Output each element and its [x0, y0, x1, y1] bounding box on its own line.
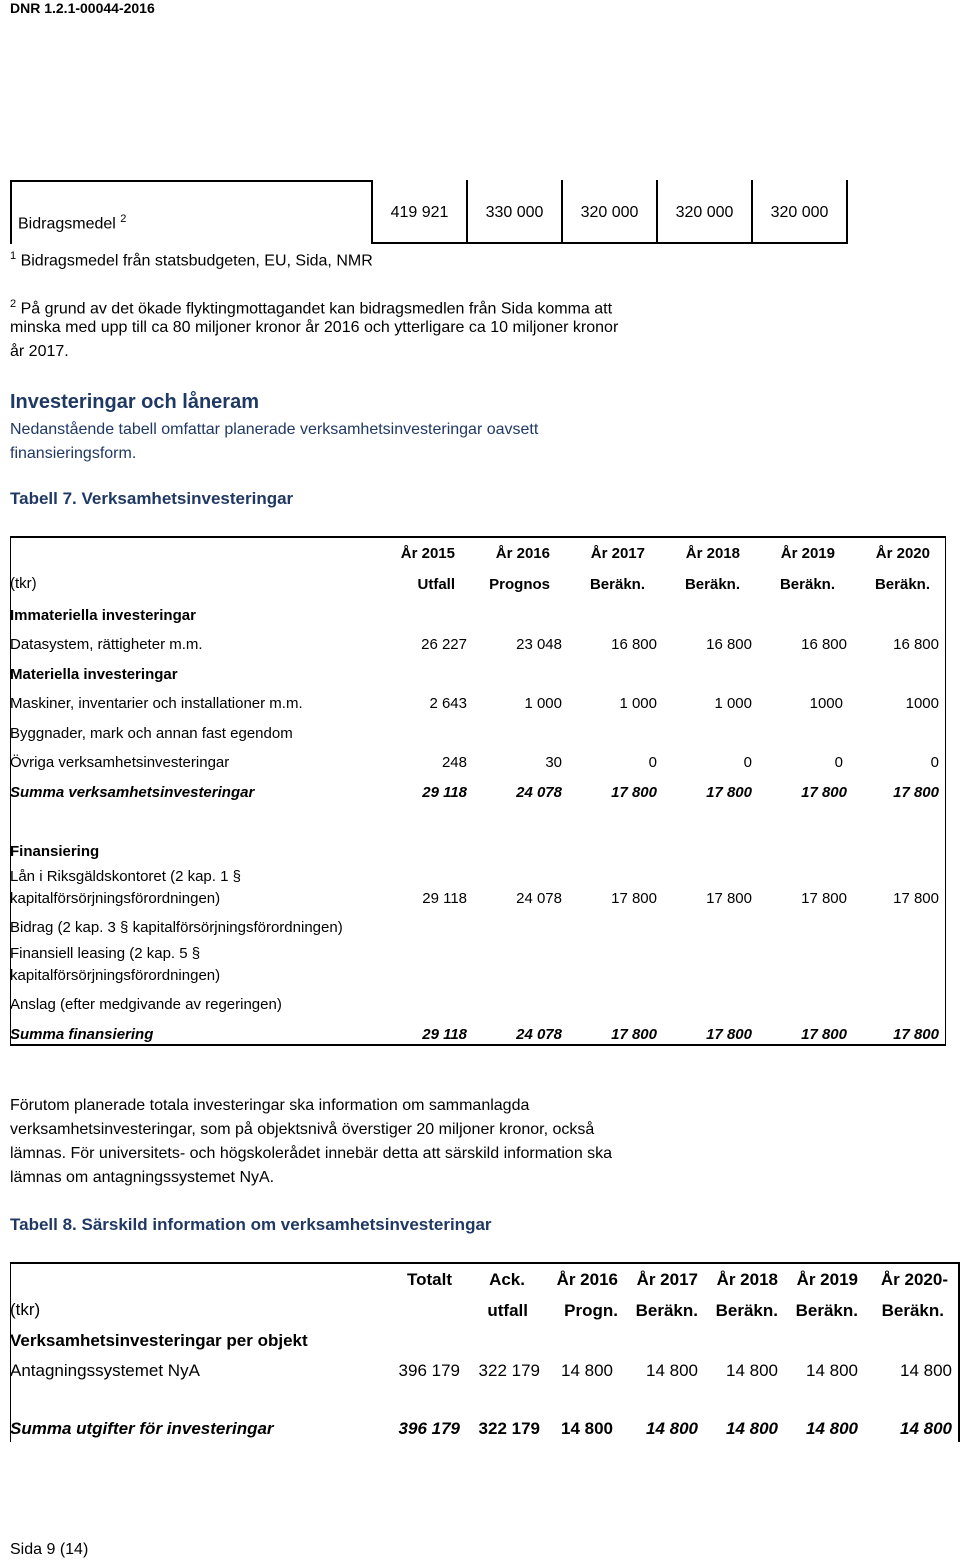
table-cell: 396 179: [398, 1361, 460, 1380]
table-total-cell: 24 078: [516, 1026, 562, 1043]
table-cell: 14 800: [806, 1361, 858, 1380]
table-total-cell: 17 800: [801, 1026, 847, 1043]
table-8-section: Verksamhetsinvesteringar per objekt: [10, 1331, 308, 1350]
table-8-subheader: Beräkn.: [881, 1301, 944, 1320]
table-total-cell: 17 800: [893, 784, 939, 801]
footnote-1: $^1$ Bidragsmedel från statsbudgeten, EU, Sida, NMR: [10, 250, 373, 270]
table-cell: 1 000: [714, 695, 752, 712]
kind-header: Utfall: [417, 576, 455, 593]
year-header: År 2018: [685, 545, 740, 562]
table-row-label: Materiella investeringar: [10, 666, 178, 683]
table-total-label: Summa utgifter för investeringar: [10, 1419, 274, 1438]
table-8-header: Ack.: [489, 1270, 525, 1289]
table-total-cell: 14 800: [900, 1419, 952, 1438]
year-header: År 2016: [495, 545, 550, 562]
table-total-cell: 17 800: [706, 784, 752, 801]
table-cell: 1000: [809, 695, 843, 712]
table-total-cell: 14 800: [561, 1419, 613, 1438]
table-cell: 248: [441, 754, 467, 771]
financing-leasing-label: kapitalförsörjningsförordningen): [10, 967, 221, 984]
table-total-cell: 14 800: [646, 1419, 698, 1438]
bidragsmedel-value: 320 000: [770, 204, 829, 221]
table-total-cell: 17 800: [611, 1026, 657, 1043]
table-7-title: Tabell 7. Verksamhetsinvesteringar: [10, 489, 294, 508]
table-row-label: Datasystem, rättigheter m.m.: [10, 636, 203, 653]
kind-header: Beräkn.: [874, 576, 930, 593]
table-cell: 16 800: [611, 636, 657, 653]
table-total-label: Summa verksamhetsinvesteringar: [10, 784, 255, 801]
kind-header: Beräkn.: [779, 576, 835, 593]
body-paragraph: Förutom planerade totala investeringar ska information om sammanlagda verksamhetsinvesteringar, som på objektsnivå överstiger 20 miljoner kronor, också lämnas. För universitets- och högskolerådet innebär detta att särskild information ska lämnas om antagningssystemet NyA.: [10, 1097, 613, 1186]
table-cell: 17 800: [801, 890, 847, 907]
table-cell: 16 800: [801, 636, 847, 653]
table-cell: 23 048: [516, 636, 562, 653]
table-8-subheader: Progn.: [564, 1301, 618, 1320]
bidragsmedel-label: Bidragsmedel $^2$: [18, 213, 127, 233]
year-header: År 2015: [400, 545, 455, 562]
table-cell: 26 227: [421, 636, 467, 653]
table-row-label: Immateriella investeringar: [10, 607, 196, 624]
table-cell: 24 078: [516, 890, 562, 907]
table-8-title: Tabell 8. Särskild information om verksamhetsinvesteringar: [10, 1215, 492, 1234]
table-row-label: Antagningssystemet NyA: [10, 1361, 200, 1380]
bidragsmedel-value: 419 921: [390, 204, 449, 221]
bidragsmedel-label-cell: [10, 180, 373, 244]
financing-leasing-label: Finansiell leasing (2 kap. 5 §: [10, 945, 201, 962]
table-total-cell: 17 800: [801, 784, 847, 801]
kind-header: Beräkn.: [589, 576, 645, 593]
table-total-cell: 14 800: [726, 1419, 778, 1438]
financing-anslag-label: Anslag (efter medgivande av regeringen): [10, 996, 282, 1013]
table-row-label: Övriga verksamhetsinvesteringar: [10, 754, 230, 771]
financing-loan-label: Lån i Riksgäldskontoret (2 kap. 1 §: [10, 868, 241, 885]
section-paragraph: Nedanstående tabell omfattar planerade verksamhetsinvesteringar oavsett finansieringsform.: [10, 421, 539, 462]
table-cell: 30: [545, 754, 562, 771]
section-heading: Investeringar och låneram: [10, 391, 259, 413]
table-cell: 14 800: [561, 1361, 613, 1380]
page-number: Sida 9 (14): [10, 1541, 89, 1558]
table-8-header: År 2018: [716, 1270, 778, 1289]
table-cell: 1 000: [619, 695, 657, 712]
bidragsmedel-value: 330 000: [485, 204, 544, 221]
footnote-2-line: minska med upp till ca 80 miljoner kronor år 2016 och ytterligare ca 10 miljoner kronor: [10, 319, 619, 336]
table-7-unit: (tkr): [10, 575, 37, 592]
bidragsmedel-value: 320 000: [580, 204, 639, 221]
document-id: DNR 1.2.1-00044-2016: [10, 0, 155, 16]
table-8-unit: (tkr): [10, 1300, 41, 1319]
table-8-header: År 2016: [556, 1270, 618, 1289]
table-8-subheader: Beräkn.: [795, 1301, 858, 1320]
footnote-2-line: år 2017.: [10, 343, 69, 360]
kind-header: Prognos: [489, 576, 550, 593]
table-cell: 16 800: [893, 636, 939, 653]
year-header: År 2017: [590, 545, 645, 562]
table-cell: 1 000: [524, 695, 562, 712]
financing-loan-label: kapitalförsörjningsförordningen): [10, 890, 221, 907]
table-cell: 16 800: [706, 636, 752, 653]
table-cell: 17 800: [611, 890, 657, 907]
year-header: År 2020: [875, 545, 930, 562]
table-cell: 0: [648, 754, 657, 771]
table-cell: 1000: [905, 695, 939, 712]
table-cell: 17 800: [706, 890, 752, 907]
table-total-cell: 322 179: [478, 1419, 540, 1438]
table-8-subheader: Beräkn.: [715, 1301, 778, 1320]
table-cell: 322 179: [478, 1361, 540, 1380]
table-8-subheader: Beräkn.: [635, 1301, 698, 1320]
table-cell: 14 800: [900, 1361, 952, 1380]
bidragsmedel-value: 320 000: [675, 204, 734, 221]
footnote-2: $^2$ På grund av det ökade flyktingmottagandet kan bidragsmedlen från Sida komma att: [10, 298, 613, 318]
table-cell: 0: [743, 754, 752, 771]
table-total-cell: 29 118: [422, 1026, 467, 1043]
table-8-header: År 2020-: [880, 1270, 948, 1289]
table-8-header: År 2019: [796, 1270, 858, 1289]
table-total-cell: 17 800: [893, 1026, 939, 1043]
table-total-cell: 24 078: [516, 784, 562, 801]
table-row-label: Byggnader, mark och annan fast egendom: [10, 725, 293, 742]
table-total-label: Summa finansiering: [10, 1026, 154, 1043]
table-8-header: År 2017: [636, 1270, 698, 1289]
cell-bottom-border: [371, 242, 848, 244]
table-cell: 14 800: [646, 1361, 698, 1380]
kind-header: Beräkn.: [684, 576, 740, 593]
financing-bidrag-label: Bidrag (2 kap. 3 § kapitalförsörjningsförordningen): [10, 919, 343, 936]
table-total-cell: 29 118: [422, 784, 467, 801]
table-cell: 0: [930, 754, 939, 771]
table-cell: 14 800: [726, 1361, 778, 1380]
table-total-cell: 17 800: [611, 784, 657, 801]
table-cell: 0: [834, 754, 843, 771]
table-cell: 2 643: [429, 695, 467, 712]
financing-heading: Finansiering: [10, 843, 100, 860]
table-cell: 17 800: [893, 890, 939, 907]
table-total-cell: 396 179: [398, 1419, 460, 1438]
cell-divider: [846, 180, 848, 244]
table-8-subheader: utfall: [487, 1301, 528, 1320]
table-total-cell: 17 800: [706, 1026, 752, 1043]
table-8-header: Totalt: [406, 1270, 452, 1289]
table-total-cell: 14 800: [806, 1419, 858, 1438]
year-header: År 2019: [780, 545, 835, 562]
table-row-label: Maskiner, inventarier och installationer m.m.: [10, 695, 303, 712]
table-cell: 29 118: [422, 890, 467, 907]
